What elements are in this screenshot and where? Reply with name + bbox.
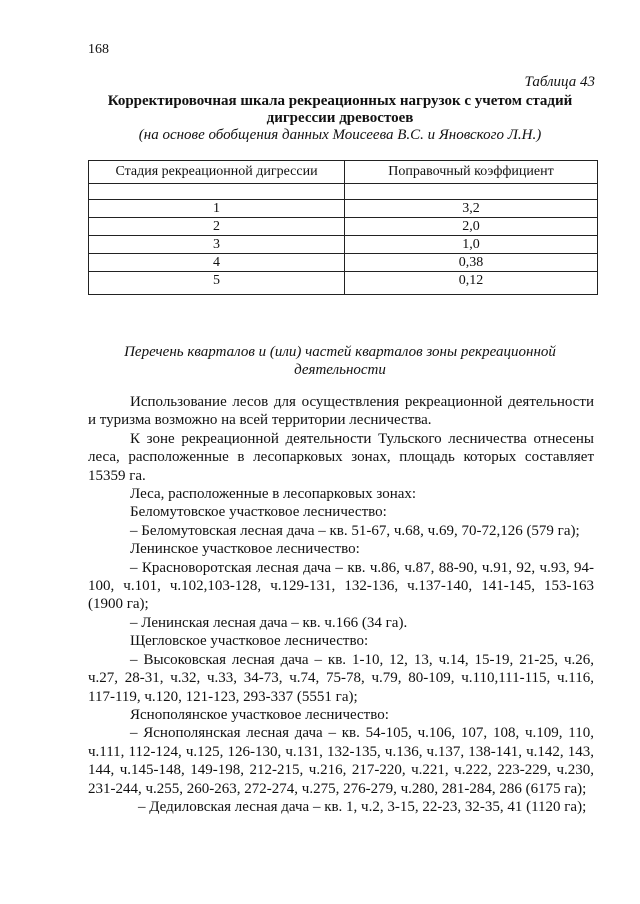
table-cell — [345, 184, 598, 200]
header-stage: Стадия рекреационной дигрессии — [89, 161, 345, 184]
paragraph: Беломутовское участковое лесничество: — [130, 504, 387, 521]
list-item: – Яснополянская лесная дача – кв. 54-105, ч.106, 107, 108, ч.109, 110, ч.111, 112-124, ч.125, 126-130, ч.131, 132-135, ч.136, ч.137, 138-141, ч.142, 143, 144, ч.145-148, 149-198, 212-215, ч.216, 217-220, ч.221, ч.222, 223-229, ч.230, 231-244, ч.255, 260-263, 272-274, ч.275, 276-279, ч.280, 281-284, 286 (6175 га); — [88, 725, 594, 797]
table-row — [89, 236, 598, 254]
coefficient-cell: 3,2 — [345, 200, 598, 218]
stage-cell: 1 — [89, 200, 345, 218]
table-caption: Таблица 43 — [524, 74, 595, 90]
section-heading: Перечень кварталов и (или) частей кварталов зоны рекреационной деятельности — [124, 344, 556, 378]
table-row — [89, 254, 598, 272]
coefficient-cell: 0,38 — [345, 254, 598, 272]
coefficient-cell: 1,0 — [345, 236, 598, 254]
paragraph: Использование лесов для осуществления рекреационной деятельности и туризма возможно на всей территории лесничества. — [88, 394, 594, 429]
list-item: – Дедиловская лесная дача – кв. 1, ч.2, 3-15, 22-23, 32-35, 41 (1120 га); — [138, 798, 587, 815]
stage-cell: 4 — [89, 254, 345, 272]
body-text — [88, 393, 594, 816]
list-item: – Красноворотская лесная дача – кв. ч.86, ч.87, 88-90, ч.91, 92, ч.93, 94-100, ч.101, ч.102,103-128, ч.129-131, 132-136, ч.137-140, 141-145, 153-163 (1900 га); — [88, 559, 594, 613]
coefficient-cell: 2,0 — [345, 218, 598, 236]
header-coefficient: Поправочный коэффициент — [345, 161, 598, 184]
table-title: Корректировочная шкала рекреационных нагрузок с учетом стадий дигрессии древостоев — [107, 93, 573, 126]
stage-cell: 5 — [89, 272, 345, 295]
table-row — [89, 200, 598, 218]
paragraph: Яснополянское участковое лесничество: — [130, 706, 389, 723]
paragraph: Леса, расположенные в лесопарковых зонах: — [130, 486, 417, 503]
table-header-row — [89, 161, 598, 184]
paragraph: Ленинское участковое лесничество: — [130, 541, 360, 558]
stage-cell: 3 — [89, 236, 345, 254]
table-spacer-row — [89, 184, 598, 200]
list-item: – Ленинская лесная дача – кв. ч.166 (34 га). — [130, 614, 408, 631]
list-item: – Беломутовская лесная дача – кв. 51-67, ч.68, ч.69, 70-72,126 (579 га); — [130, 522, 580, 539]
paragraph: Щегловское участковое лесничество: — [130, 633, 369, 650]
table-row — [89, 272, 598, 295]
list-item: – Высоковская лесная дача – кв. 1-10, 12, 13, ч.14, 15-19, 21-25, ч.26, ч.27, 28-31, ч.32, ч.33, 34-73, ч.74, 75-78, ч.79, 80-109, ч.110,111-115, ч.116, 117-119, ч.120, 121-123, 293-337 (5551 га); — [88, 651, 594, 705]
table-cell — [89, 184, 345, 200]
table-subtitle: (на основе обобщения данных Моисеева В.С. и Яновского Л.Н.) — [138, 127, 542, 143]
stage-cell: 2 — [89, 218, 345, 236]
coefficient-cell: 0,12 — [345, 272, 598, 295]
coefficient-table — [88, 160, 598, 295]
page-number: 168 — [88, 42, 109, 57]
table-row — [89, 218, 598, 236]
paragraph: К зоне рекреационной деятельности Тульского лесничества отнесены леса, расположенные в лесопарковых зонах, площадь которых составляет 15359 га. — [88, 430, 594, 484]
